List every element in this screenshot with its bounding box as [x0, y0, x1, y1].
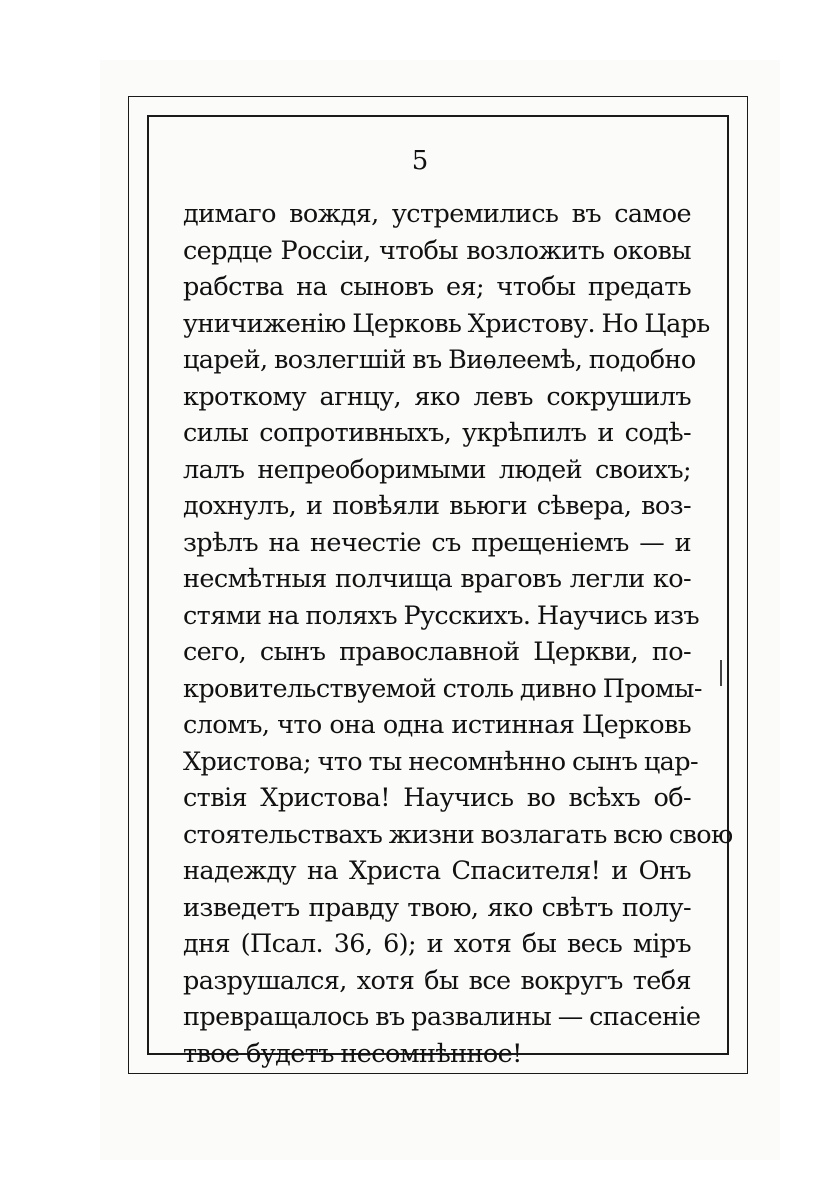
page-number: 5	[411, 146, 429, 176]
text-line: сломъ, что она одна истинная Церковь	[183, 710, 691, 740]
text-line: димаго вождя, устремились въ самое	[183, 199, 691, 229]
body-text	[183, 196, 733, 1072]
text-line: сего, сынъ православной Церкви, по-	[183, 637, 691, 667]
text-line: лалъ непреоборимыми людей своихъ;	[183, 454, 691, 485]
text-line: зрѣлъ на нечестіе съ прещеніемъ — и	[183, 527, 691, 558]
text-line: рабства на сыновъ ея; чтобы предать	[183, 272, 691, 302]
text-line: сердце Россіи, чтобы возложить оковы	[183, 235, 691, 266]
text-line: ствія Христова! Научись во всѣхъ об-	[183, 783, 691, 813]
text-line: Христова; что ты несомнѣнно сынъ цар-	[183, 746, 699, 777]
text-line: разрушался, хотя бы все вокругъ тебя	[183, 965, 691, 996]
text-line: несмѣтныя полчища враговъ легли ко-	[183, 564, 691, 594]
text-line: дня (Псал. 36, 6); и хотя бы весь міръ	[183, 929, 691, 959]
text-line: силы сопротивныхъ, укрѣпилъ и содѣ-	[183, 418, 691, 448]
text-line: кровительствуемой столь дивно Промы-	[183, 673, 702, 704]
text-line: надежду на Христа Спасителя! и Онъ	[183, 856, 691, 886]
text-line: превращалось въ развалины — спасеніе	[183, 1002, 701, 1032]
text-line: изведетъ правду твою, яко свѣтъ полу-	[183, 892, 691, 923]
text-line: дохнулъ, и повѣяли вьюги сѣвера, воз-	[183, 491, 691, 521]
margin-mark	[720, 660, 722, 686]
text-line: стоятельствахъ жизни возлагать всю свою	[183, 819, 733, 850]
text-line: царей, возлегшій въ Виѳлеемѣ, подобно	[183, 345, 696, 375]
text-line: кроткому агнцу, яко левъ сокрушилъ	[183, 381, 691, 412]
text-line: твое будетъ несомнѣнное!	[183, 1038, 522, 1069]
text-line: уничиженію Церковь Христову. Но Царь	[183, 308, 710, 339]
text-line: стями на поляхъ Русскихъ. Научись изъ	[183, 600, 700, 631]
